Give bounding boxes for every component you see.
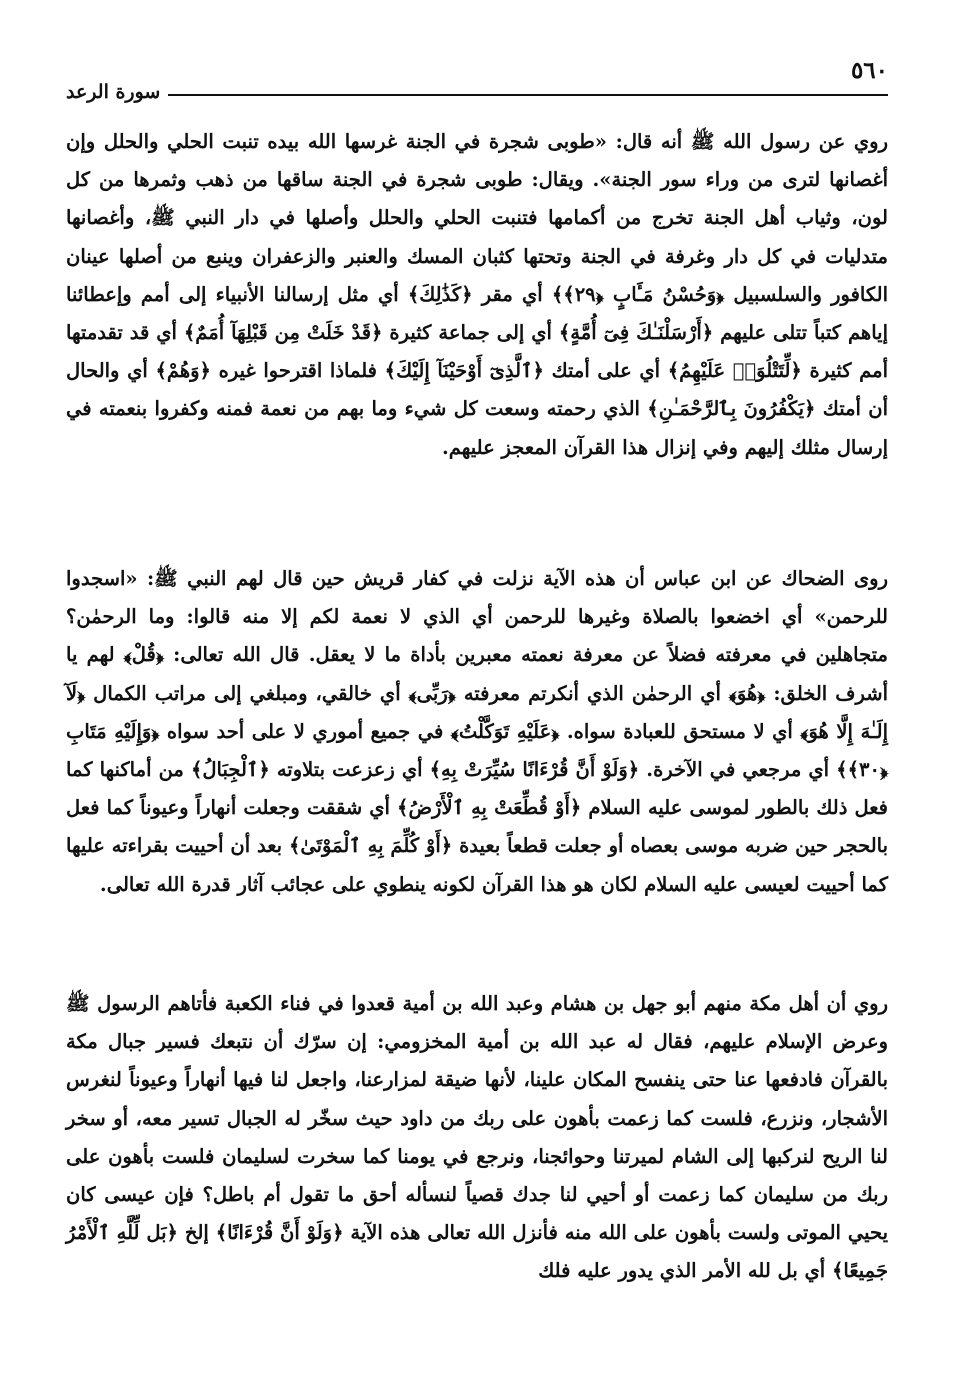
page-number: ٥٦٠ [850,57,888,84]
surah-title: سورة الرعد [66,78,168,106]
page-header [66,56,888,108]
paragraph-text: روي عن رسول الله ﷺ أنه قال: «طوبى شجرة في الجنة غرسها الله بيده تنبت الحلي والحلل وإن أغصانها لترى من وراء سور الجنة». ويقال: طوبى شجرة في الجنة ساقها من ذهب وثمرها من كل لون، وثياب أهل الجنة تخرج من أكمامها فتنبت الحلي والحلل وأصلها في دار النبي ﷺ، وأغصانها متدليات في كل دار وغرفة في الجنة وتحتها كثبان المسك والعنبر والزعفران وينبع من أصلها عينان الكافور والسلسبيل ﴿وَحُسْنُ مَـَٔابٍ ﴿٢٩﴾﴾ أي مقر ﴿كَذَٰلِكَ﴾ أي مثل إرسالنا الأنبياء إلى أمم وإعطائنا إياهم كتباً تتلى عليهم ﴿أَرْسَلْنَـٰكَ فِىٓ أُمَّةٍ﴾ أي إلى جماعة كثيرة ﴿قَدْ خَلَتْ مِن قَبْلِهَآ أُمَمٌ﴾ أي قد تقدمتها أمم كثيرة ﴿لِّتَتْلُوَا۟ عَلَيْهِمُ﴾ أي على أمتك ﴿ٱلَّذِىٓ أَوْحَيْنَآ إِلَيْكَ﴾ فلماذا اقترحوا غيره ﴿وَهُمْ﴾ أي والحال أن أمتك ﴿يَكْفُرُونَ بِٱلرَّحْمَـٰنِ﴾ الذي رحمته وسعت كل شيء وما بهم من نعمة فمنه وكفروا بنعمته في إرسال مثلك إليهم وفي إنزال هذا القرآن المعجز عليهم. [66,130,888,459]
commentary-paragraph-3 [66,985,888,1291]
paragraph-text: روى الضحاك عن ابن عباس أن هذه الآية نزلت في كفار قريش حين قال لهم النبي ﷺ: «اسجدوا للرحمن» أي اخضعوا بالصلاة وغيرها للرحمن أي الذي لا نعمة لكم إلا منه قالوا: وما الرحمٰن؟ متجاهلين في معرفته فضلاً عن معرفة نعمته معبرين بأداة ما لا يعقل. قال الله تعالى: ﴿قُلْ﴾ لهم يا أشرف الخلق: ﴿هُوَ﴾ أي الرحمٰن الذي أنكرتم معرفته ﴿رَبِّى﴾ أي خالقي، ومبلغي إلى مراتب الكمال ﴿لَآ إِلَـٰهَ إِلَّا هُوَ﴾ أي لا مستحق للعبادة سواه. ﴿عَلَيْهِ تَوَكَّلْتُ﴾ في جميع أموري لا على أحد سواه ﴿وَإِلَيْهِ مَتَابِ ﴿٣٠﴾﴾ أي مرجعي في الآخرة. ﴿وَلَوْ أَنَّ قُرْءَانًا سُيِّرَتْ بِهِ﴾ أي زعزعت بتلاوته ﴿ٱلْجِبَالُ﴾ من أماكنها كما فعل ذلك بالطور لموسى عليه السلام ﴿أَوْ قُطِّعَتْ بِهِ ٱلْأَرْضُ﴾ أي شققت وجعلت أنهاراً وعيوناً كما فعل بالحجر حين ضربه موسى بعصاه أو جعلت قطعاً بعيدة ﴿أَوْ كُلِّمَ بِهِ ٱلْمَوْتَىٰ﴾ بعد أن أحييت بقراءته عليها كما أحييت لعيسى عليه السلام لكان هو هذا القرآن لكونه ينطوي على عجائب آثار قدرة الله تعالى. [66,567,888,896]
commentary-paragraph-1 [66,123,888,467]
paragraph-text: روي أن أهل مكة منهم أبو جهل بن هشام وعبد الله بن أمية قعدوا في فناء الكعبة فأتاهم الرسول ﷺ وعرض الإسلام عليهم، فقال له عبد الله بن أمية المخزومي: إن سرّك أن نتبعك فسير جبال مكة بالقرآن فادفعها عنا حتى ينفسح المكان علينا، لأنها ضيقة لمزارعنا، واجعل لنا فيها أنهاراً وعيوناً لنغرس الأشجار، ونزرع، فلست كما زعمت بأهون على ربك من داود حيث سخّر له الجبال تسير معه، أو سخر لنا الريح لنركبها إلى الشام لميرتنا وحوائجنا، ونرجع في يومنا كما سخرت لسليمان فلست بأهون على ربك من سليمان كما زعمت أو أحيي لنا جدك قصياً لنسأله أحق ما تقول أم باطل؟ فإن عيسى كان يحيي الموتى ولست بأهون على الله منه فأنزل الله تعالى هذه الآية ﴿وَلَوْ أَنَّ قُرْءَانًا﴾ إلخ ﴿بَل لِّلَّهِ ٱلْأَمْرُ جَمِيعًا﴾ أي بل لله الأمر الذي يدور عليه فلك [66,992,888,1283]
header-divider [158,94,888,96]
commentary-paragraph-2 [66,560,888,904]
